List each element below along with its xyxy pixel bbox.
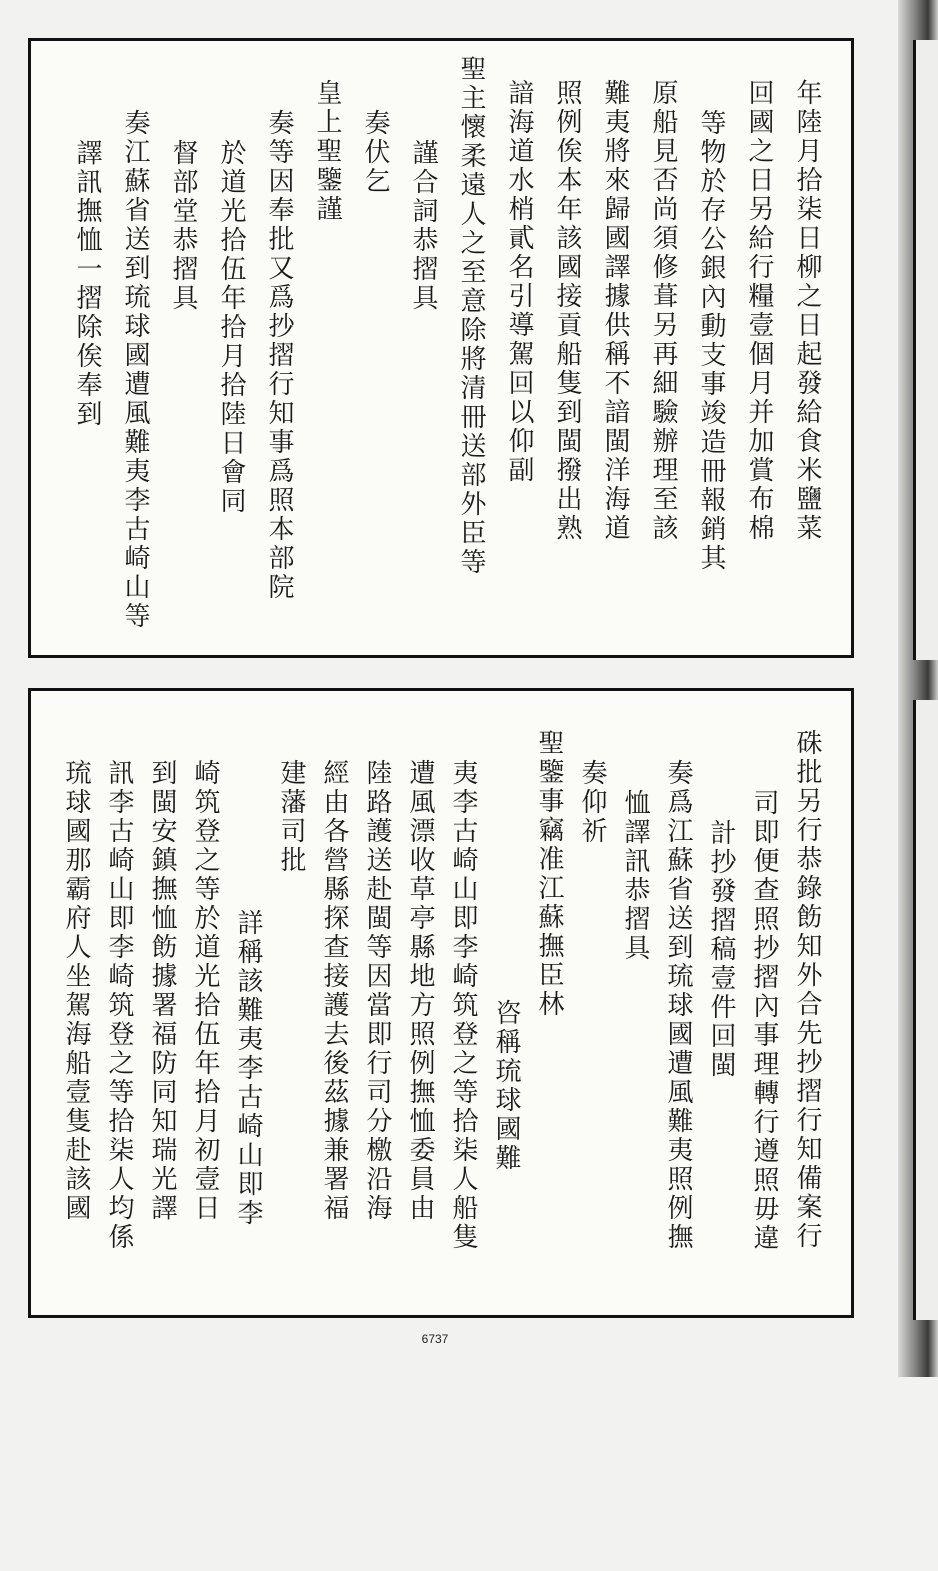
text-column: 年陸月拾柒日柳之日起發給食米鹽菜 [792, 79, 822, 543]
text-column: 琉球國那霸府人坐駕海船壹隻赴該國 [61, 759, 91, 1223]
text-column: 督部堂恭摺具 [168, 139, 198, 313]
text-column: 遭風漂收草亭縣地方照例撫恤委員由 [405, 759, 435, 1223]
manuscript-panel-top [28, 38, 854, 658]
text-column: 計抄發摺稿壹件回閩 [706, 819, 736, 1080]
page-number: 6737 [421, 1332, 449, 1346]
text-column: 謹合詞恭摺具 [408, 139, 438, 313]
text-column: 恤譯訊恭摺具 [620, 789, 650, 963]
text-column: 詳稱該難夷李古崎山即李 [233, 909, 263, 1228]
text-column: 咨稱琉球國難 [491, 999, 521, 1173]
text-column: 聖鑒事竊准江蘇撫臣林 [534, 729, 564, 1019]
text-column: 經由各營縣探查接護去後茲據兼署福 [319, 759, 349, 1223]
text-column: 陸路護送赴閩等因當即行司分檄沿海 [362, 759, 392, 1223]
text-column: 諳海道水梢貳名引導駕回以仰副 [504, 79, 534, 485]
text-column: 原船見否尚須修葺另再細驗辦理至該 [648, 79, 678, 543]
facing-page-edge [913, 700, 938, 1320]
text-column: 奏仰祈 [577, 759, 607, 846]
text-column: 崎筑登之等於道光拾伍年拾月初壹日 [190, 759, 220, 1223]
text-column: 奏爲江蘇省送到琉球國遭風難夷照例撫 [663, 759, 693, 1252]
text-column: 回國之日另給行糧壹個月并加賞布棉 [744, 79, 774, 543]
text-column: 硃批另行恭錄飭知外合先抄摺行知備案行 [792, 729, 822, 1251]
text-column: 訊李古崎山即李崎筑登之等拾柒人均係 [104, 759, 134, 1252]
manuscript-panel-bottom [28, 688, 854, 1318]
book-gutter [898, 0, 938, 1377]
text-column: 照例俟本年該國接貢船隻到閩撥出熟 [552, 79, 582, 543]
manuscript-columns [53, 55, 829, 631]
text-column: 奏江蘇省送到琉球國遭風難夷李古崎山等 [120, 109, 150, 631]
text-column: 於道光拾伍年拾月拾陸日會同 [216, 139, 246, 516]
manuscript-columns [53, 719, 829, 1291]
text-column: 聖主懷柔遠人之至意除將清冊送部外臣等 [456, 55, 486, 577]
text-column: 到閩安鎮撫恤飭據署福防同知瑞光譯 [147, 759, 177, 1223]
text-column: 難夷將來歸國譯據供稱不諳閩洋海道 [600, 79, 630, 543]
text-column: 司即便查照抄摺內事理轉行遵照毋違 [749, 789, 779, 1253]
text-column: 夷李古崎山即李崎筑登之等拾柒人船隻 [448, 759, 478, 1252]
text-column: 等物於存公銀內動支事竣造冊報銷其 [696, 109, 726, 573]
facing-page-edge [913, 40, 938, 660]
text-column: 建藩司批 [276, 759, 306, 875]
text-column: 奏伏乞 [360, 109, 390, 196]
text-column: 奏等因奉批又爲抄摺行知事爲照本部院 [264, 109, 294, 602]
text-column: 皇上聖鑒謹 [312, 79, 342, 224]
text-column: 譯訊撫恤一摺除俟奉到 [72, 139, 102, 429]
